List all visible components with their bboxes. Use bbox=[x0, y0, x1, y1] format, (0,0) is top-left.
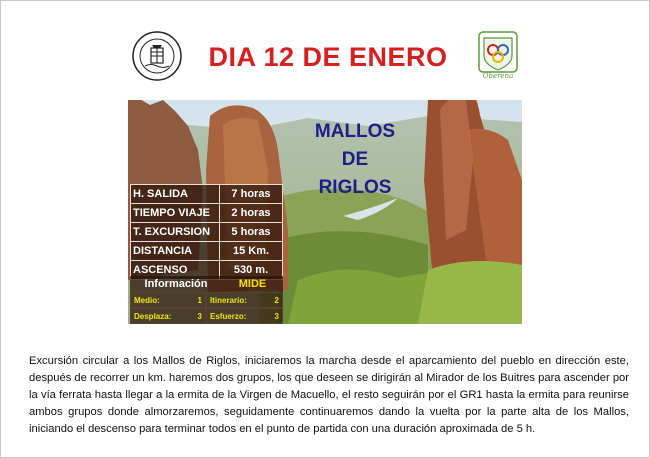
mide-cell bbox=[206, 308, 283, 324]
info-label: TIEMPO VIAJE bbox=[131, 204, 220, 223]
mide-cell-value: 2 bbox=[274, 295, 279, 305]
mide-cell bbox=[130, 292, 206, 308]
info-row bbox=[131, 204, 283, 223]
excursion-info-table bbox=[130, 184, 283, 280]
info-row bbox=[131, 223, 283, 242]
mide-info-label: Información bbox=[144, 278, 208, 290]
mide-cell-label: Desplaza: bbox=[134, 311, 172, 321]
info-value: 2 horas bbox=[220, 204, 283, 223]
oberena-logo-text: Oberena bbox=[482, 72, 514, 80]
info-value: 7 horas bbox=[220, 185, 283, 204]
info-label: H. SALIDA bbox=[131, 185, 220, 204]
place-name bbox=[296, 118, 414, 202]
mide-cell-value: 1 bbox=[197, 295, 202, 305]
info-label: T. EXCURSION bbox=[131, 223, 220, 242]
excursion-poster bbox=[128, 30, 522, 324]
mide-cell-label: Medio: bbox=[134, 295, 160, 305]
mide-cell-value: 3 bbox=[274, 311, 279, 321]
place-line-1: MALLOS bbox=[314, 121, 396, 142]
club-natacion-logo bbox=[131, 30, 183, 82]
place-line-3: RIGLOS bbox=[318, 177, 392, 198]
poster-title: DIA 12 DE ENERO bbox=[208, 42, 448, 72]
mide-cell-label: Itinerario: bbox=[210, 295, 247, 305]
mide-cell-label: Esfuerzo: bbox=[210, 311, 247, 321]
mide-label: MIDE bbox=[238, 278, 267, 290]
info-value: 15 Km. bbox=[220, 242, 283, 261]
mide-cell-value: 3 bbox=[197, 311, 202, 321]
info-label: DISTANCIA bbox=[131, 242, 220, 261]
mide-cell bbox=[206, 292, 283, 308]
info-row bbox=[131, 185, 283, 204]
place-line-2: DE bbox=[341, 149, 369, 170]
info-label: ASCENSO bbox=[131, 261, 220, 280]
mide-header bbox=[130, 276, 283, 292]
excursion-description: Excursión circular a los Mallos de Riglos, iniciaremos la marcha desde el aparcamiento del pueblo en dirección este, después de recorrer un km. haremos dos grupos, los que deseen se dirigirán al Mirador de los Buitres para ascender por la vía ferrata hasta llegar a la ermita de la Virgen de Macuello, el resto seguirán por el GR1 hasta la ermita para reunirse ambos grupos donde almorzaremos, seguidamente continuaremos dando la vuelta por la parte alta de los Mallos, iniciando el descenso para terminar todos en el punto de partida con una duración aproximada de 5 h. bbox=[29, 355, 629, 436]
mide-grid bbox=[130, 292, 283, 324]
mide-cell bbox=[130, 308, 206, 324]
info-value: 530 m. bbox=[220, 261, 283, 280]
info-row bbox=[131, 242, 283, 261]
info-value: 5 horas bbox=[220, 223, 283, 242]
